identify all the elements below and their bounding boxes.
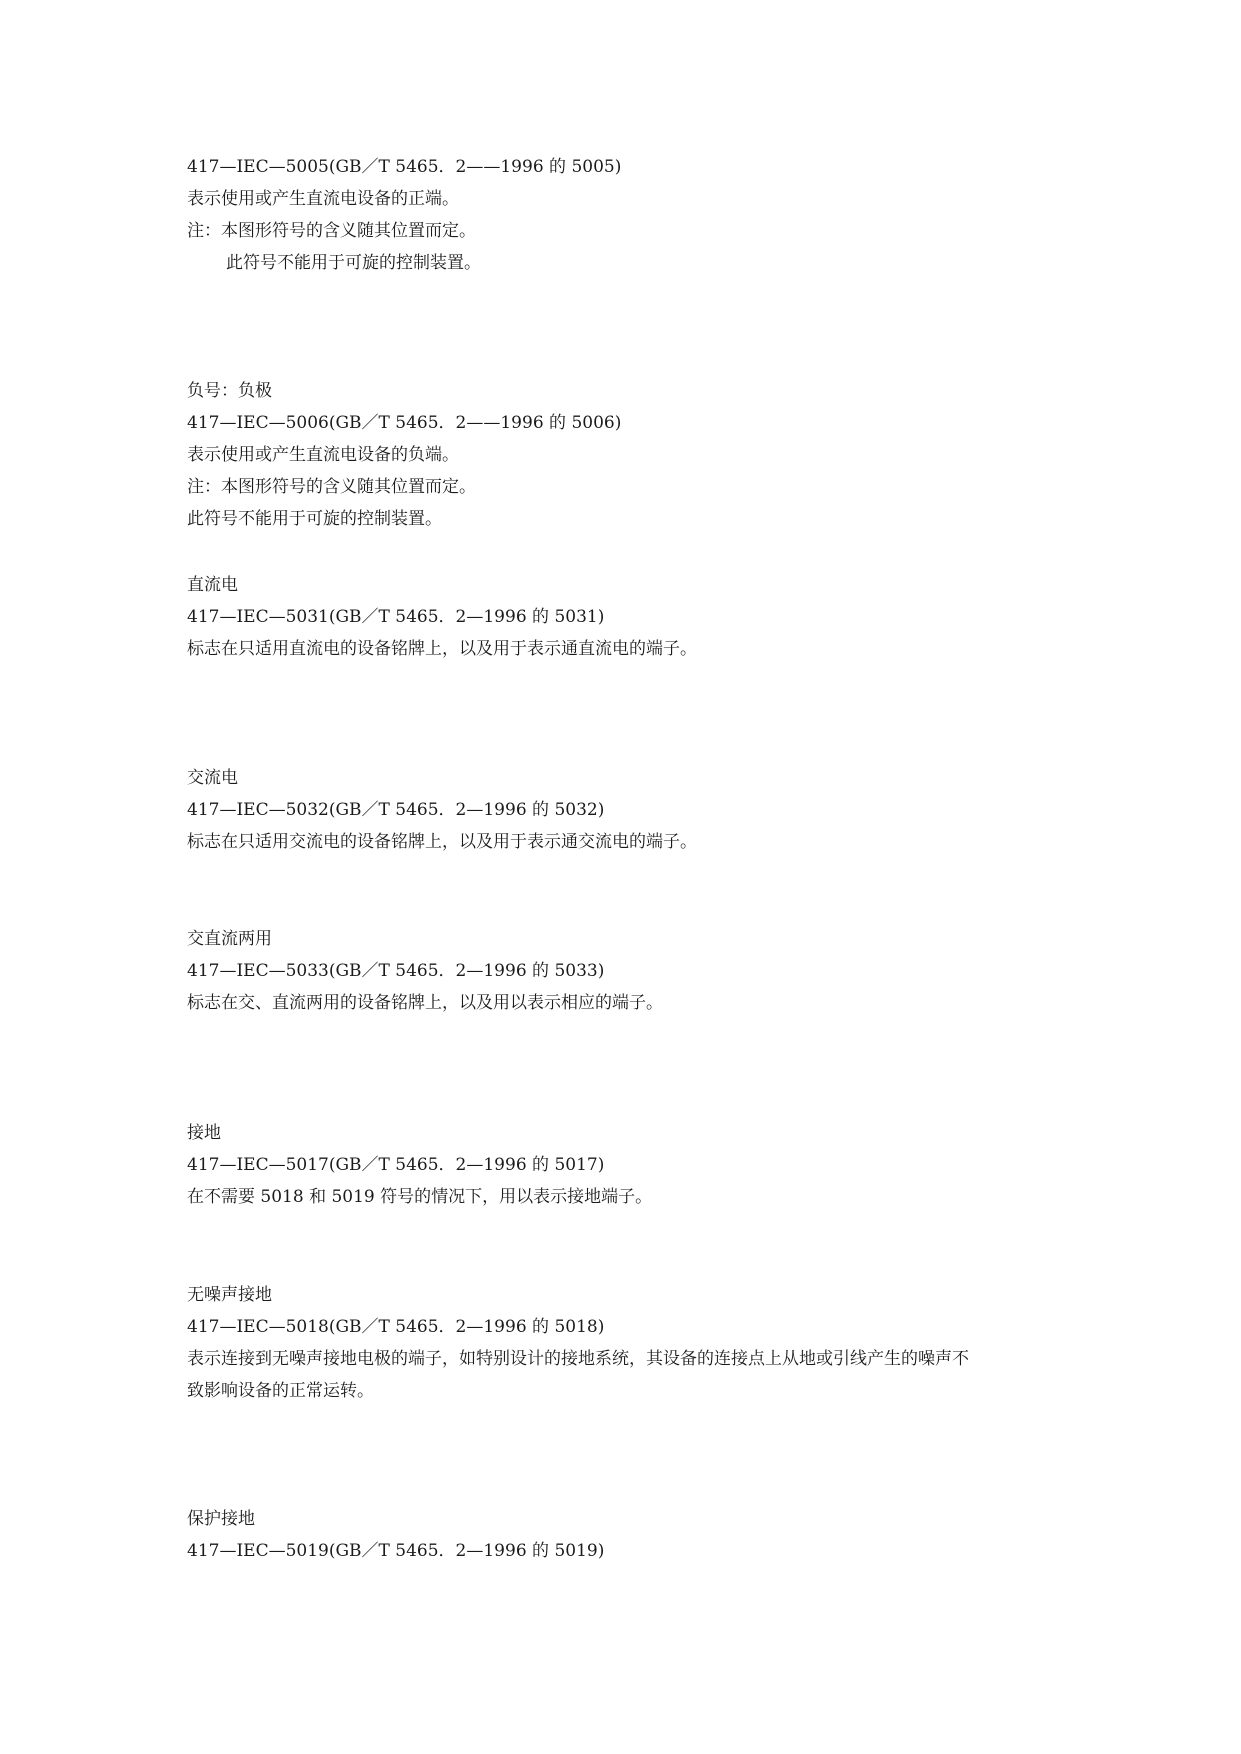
symbol-description: 标志在交、直流两用的设备铭牌上，以及用以表示相应的端子。 <box>187 993 663 1013</box>
symbol-title: 交直流两用 <box>187 929 272 949</box>
symbol-title: 交流电 <box>187 768 238 788</box>
symbol-description: 表示使用或产生直流电设备的正端。 <box>187 189 459 209</box>
symbol-code: 417—IEC—5018(GB／T 5465．2—1996 的 5018) <box>187 1317 605 1337</box>
symbol-code: 417—IEC—5033(GB／T 5465．2—1996 的 5033) <box>187 961 605 981</box>
symbol-title: 无噪声接地 <box>187 1285 272 1305</box>
symbol-title: 直流电 <box>187 575 238 595</box>
symbol-description: 表示使用或产生直流电设备的负端。 <box>187 445 459 465</box>
symbol-description: 标志在只适用直流电的设备铭牌上，以及用于表示通直流电的端子。 <box>187 639 697 659</box>
symbol-description: 表示连接到无噪声接地电极的端子，如特别设计的接地系统，其设备的连接点上从地或引线产生的噪声不 <box>187 1349 969 1369</box>
symbol-description: 标志在只适用交流电的设备铭牌上，以及用于表示通交流电的端子。 <box>187 832 697 852</box>
symbol-code: 417—IEC—5006(GB／T 5465．2——1996 的 5006) <box>187 413 622 433</box>
symbol-code: 417—IEC—5032(GB／T 5465．2—1996 的 5032) <box>187 800 605 820</box>
symbol-note: 注：本图形符号的含义随其位置而定。 <box>187 477 476 497</box>
symbol-title: 接地 <box>187 1123 221 1143</box>
symbol-note-continued: 此符号不能用于可旋的控制装置。 <box>187 509 442 529</box>
symbol-title: 保护接地 <box>187 1509 255 1529</box>
symbol-code: 417—IEC—5005(GB／T 5465．2——1996 的 5005) <box>187 157 622 177</box>
symbol-description: 在不需要 5018 和 5019 符号的情况下，用以表示接地端子。 <box>187 1187 653 1207</box>
symbol-code: 417—IEC—5017(GB／T 5465．2—1996 的 5017) <box>187 1155 605 1175</box>
symbol-note-continued: 此符号不能用于可旋的控制装置。 <box>226 253 481 273</box>
symbol-title: 负号：负极 <box>187 381 272 401</box>
symbol-description-continued: 致影响设备的正常运转。 <box>187 1381 374 1401</box>
symbol-note: 注：本图形符号的含义随其位置而定。 <box>187 221 476 241</box>
symbol-code: 417—IEC—5031(GB／T 5465．2—1996 的 5031) <box>187 607 605 627</box>
symbol-code: 417—IEC—5019(GB／T 5465．2—1996 的 5019) <box>187 1541 605 1561</box>
